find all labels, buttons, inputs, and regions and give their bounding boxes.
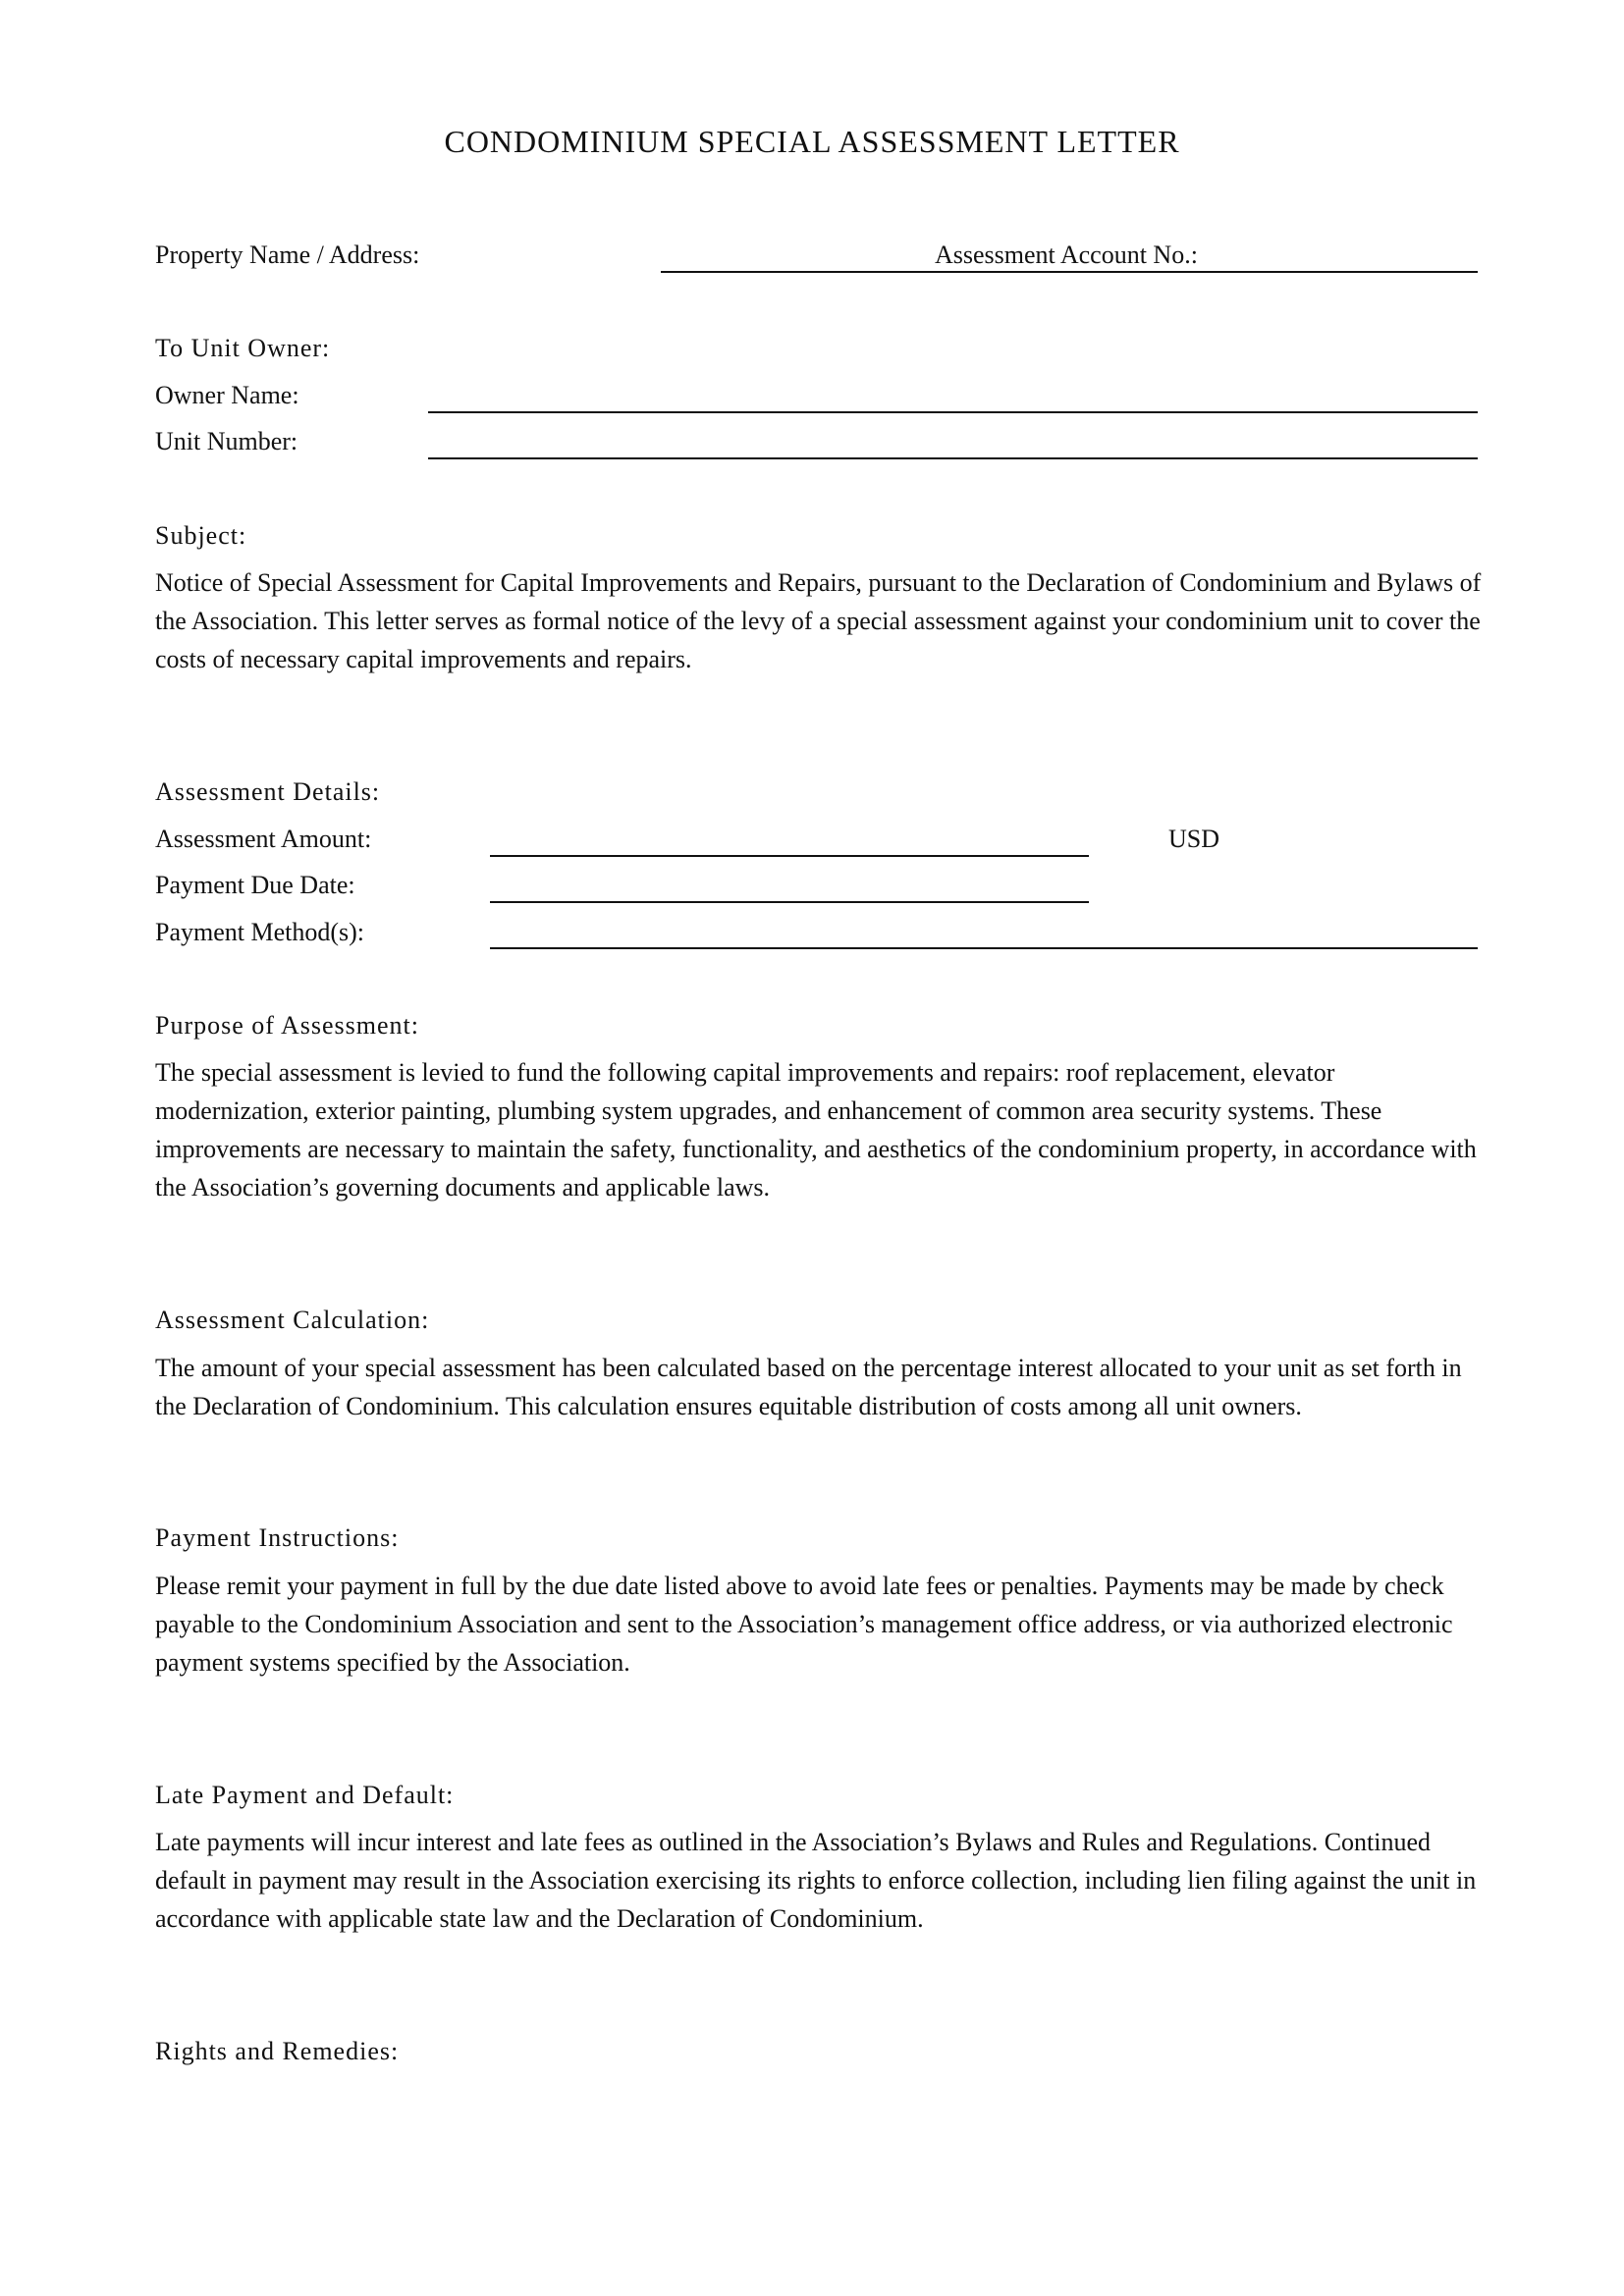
calculation-heading: Assessment Calculation: [155,1306,430,1334]
late-payment-body: Late payments will incur interest and late fees as outlined in the Association’s Bylaws and Rules and Regulations. Continued default in payment may result in the Association exercising its rights to enforce collection, including lien filing against the unit in accordance with applicable state law and the Declaration of Condominium. [155,1828,1477,1933]
to-owner-heading: To Unit Owner: [155,334,331,362]
payment-method-label: Payment Method(s): [155,918,365,946]
owner-name-field-line[interactable] [428,411,1478,413]
account-number-label: Assessment Account No.: [935,240,1198,269]
assessment-details-heading: Assessment Details: [155,777,381,806]
purpose-heading: Purpose of Assessment: [155,1011,419,1040]
payment-instructions-heading: Payment Instructions: [155,1523,400,1552]
late-payment-heading: Late Payment and Default: [155,1781,455,1809]
currency-label: USD [1168,825,1220,853]
purpose-body: The special assessment is levied to fund the following capital improvements and repairs: roof replacement, elevator modernization, exterior painting, plumbing system upgrades, and enhancement of common area security systems. These improvements are necessary to maintain the safety, functionality, and aesthetics of the condominium property, in accordance with the Association’s governing documents and applicable laws. [155,1058,1477,1201]
subject-heading: Subject: [155,521,247,550]
unit-number-field-line[interactable] [428,457,1478,459]
property-label: Property Name / Address: [155,240,420,269]
subject-body: Notice of Special Assessment for Capital Improvements and Repairs, pursuant to the Declaration of Condominium and Bylaws of the Association. This letter serves as formal notice of the levy of a special assessment against your condominium unit to cover the costs of necessary capital improvements and repairs. [155,568,1482,673]
owner-name-label: Owner Name: [155,381,299,409]
payment-due-date-field-line[interactable] [490,901,1089,903]
calculation-body: The amount of your special assessment has been calculated based on the percentage interest allocated to your unit as set forth in the Declaration of Condominium. This calculation ensures equitable distribution of costs among all unit owners. [155,1354,1462,1420]
document-title: CONDOMINIUM SPECIAL ASSESSMENT LETTER [444,124,1180,159]
unit-number-label: Unit Number: [155,427,298,455]
payment-instructions-body: Please remit your payment in full by the due date listed above to avoid late fees or penalties. Payments may be made by check payable to the Condominium Association and sent to the Association’s management office address, or via authorized electronic payment systems specified by the Association. [155,1572,1453,1677]
assessment-amount-label: Assessment Amount: [155,825,372,853]
rights-heading: Rights and Remedies: [155,2037,400,2065]
payment-due-date-label: Payment Due Date: [155,871,355,899]
assessment-amount-field-line[interactable] [490,855,1089,857]
payment-method-field-line[interactable] [490,947,1478,949]
